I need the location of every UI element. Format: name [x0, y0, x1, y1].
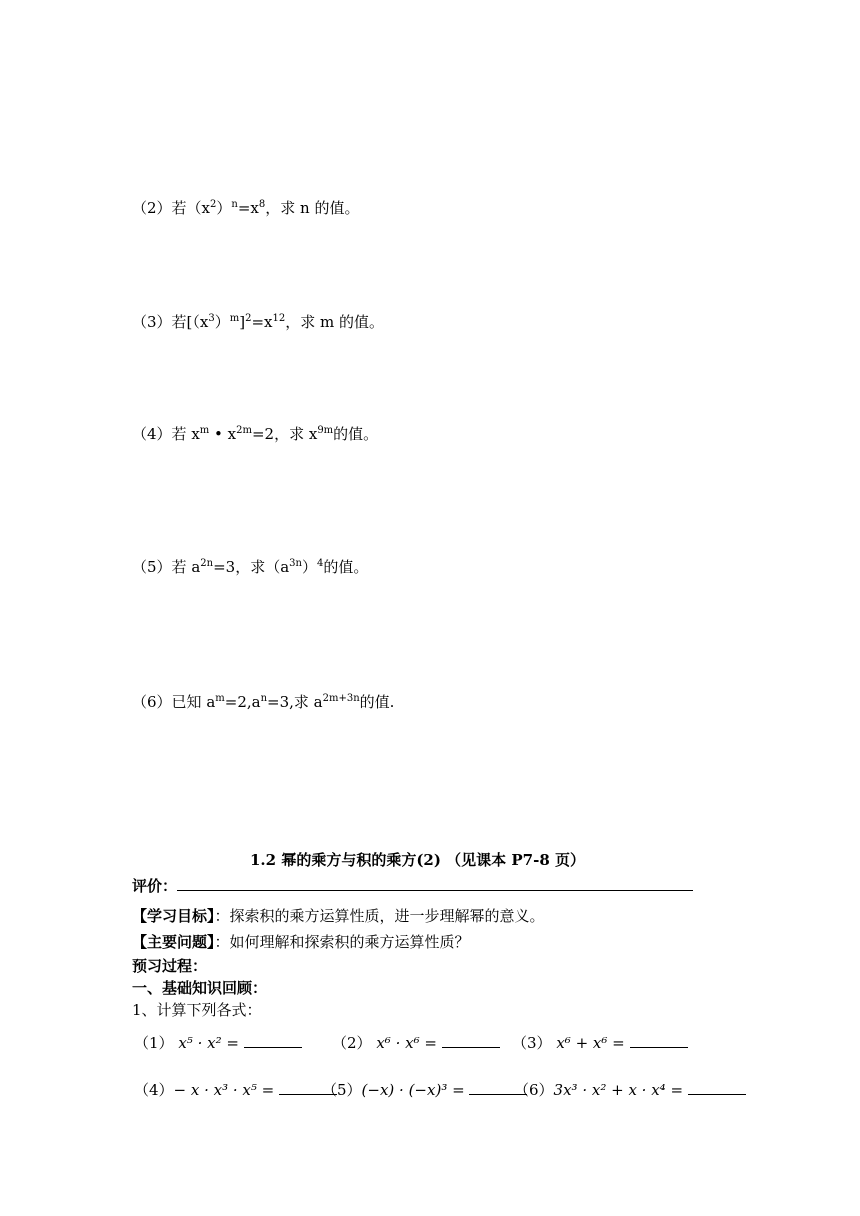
problem-text: =x: [251, 313, 273, 331]
exponent: m: [199, 425, 210, 436]
problem-text: ）: [214, 313, 230, 331]
problem-text: ，求 n 的值。: [265, 199, 360, 217]
exponent: 9m: [317, 425, 334, 436]
problem-number: （6）: [132, 693, 172, 711]
exercise-6: [514, 1080, 746, 1100]
exercise-number: （5）: [322, 1081, 362, 1099]
problem-text: =3，求（a: [213, 558, 290, 576]
problem-text: ]: [239, 313, 246, 331]
exercise-expression: 3x³ · x² + x · x⁴ =: [553, 1081, 684, 1099]
exponent: m: [229, 313, 240, 324]
exponent: 3: [208, 313, 215, 324]
problem-number: （4）: [132, 425, 172, 443]
problem-text: ，求 m 的值。: [285, 313, 384, 331]
exercise-5: [322, 1080, 527, 1100]
answer-blank[interactable]: [688, 1080, 746, 1095]
problem-text: 若（x: [171, 199, 211, 217]
problem-number: （2）: [132, 199, 172, 217]
exercise-number: （2）: [332, 1034, 372, 1052]
problem-6: [132, 692, 394, 712]
problem-number: （3）: [132, 313, 172, 331]
problem-text: 若 x: [171, 425, 200, 443]
answer-blank[interactable]: [244, 1033, 302, 1048]
problem-text: =2，求 x: [251, 425, 318, 443]
exponent: 12: [272, 313, 286, 324]
goal-text: ：探索积的乘方运算性质，进一步理解幂的意义。: [214, 907, 545, 925]
learning-goal: [132, 906, 545, 926]
exercise-expression: − x · x³ · x⁵ =: [173, 1081, 275, 1099]
exercise-number: （3）: [512, 1034, 552, 1052]
problem-3: [132, 312, 384, 332]
exponent: 2m: [236, 425, 252, 436]
problem-text: =3,求 a: [267, 693, 323, 711]
exercise-expression: x⁵ · x² =: [178, 1034, 239, 1052]
problem-number: （5）: [132, 558, 172, 576]
preview-heading: 预习过程：: [132, 957, 208, 975]
answer-blank[interactable]: [442, 1033, 500, 1048]
exercise-3: [512, 1033, 688, 1053]
problem-text: • x: [209, 425, 237, 443]
exercise-4: [134, 1080, 337, 1100]
exercise-expression: x⁶ · x⁶ =: [376, 1034, 437, 1052]
exponent: m: [215, 693, 225, 704]
exercise-number: （6）: [514, 1081, 554, 1099]
problem-text: 若[（x: [171, 313, 209, 331]
answer-blank[interactable]: [630, 1033, 688, 1048]
problem-2: [132, 198, 359, 218]
problem-4: [132, 424, 378, 444]
exercise-number: （1）: [134, 1034, 174, 1052]
section-title: 1.2 幂的乘方与积的乘方(2) （见课本 P7-8 页）: [250, 851, 585, 869]
problem-text: 若 a: [171, 558, 201, 576]
exponent: 3n: [289, 558, 302, 569]
exponent: n: [260, 693, 268, 704]
exercise-2: [332, 1033, 500, 1053]
problem-5: [132, 557, 368, 577]
exercise-1: [134, 1033, 302, 1053]
exercise-expression: x⁶ + x⁶ =: [556, 1034, 625, 1052]
problem-text: =2,a: [224, 693, 261, 711]
problem-text: 已知 a: [171, 693, 216, 711]
exponent: 8: [258, 199, 266, 210]
task-instruction: 1、计算下列各式：: [132, 1001, 262, 1019]
exponent: n: [231, 199, 238, 210]
evaluation-row: [132, 876, 693, 896]
problem-text: 的值.: [359, 693, 395, 711]
problem-text: 的值。: [323, 558, 369, 576]
exponent: 4: [316, 558, 324, 569]
exponent: 2: [210, 199, 217, 210]
review-heading: 一、基础知识回顾：: [132, 979, 268, 997]
main-question: [132, 932, 470, 952]
problem-text: ）: [301, 558, 317, 576]
exponent: 2: [245, 313, 252, 324]
question-text: ：如何理解和探索积的乘方运算性质？: [214, 933, 470, 951]
goal-label: 【学习目标】: [132, 907, 215, 925]
evaluation-label: 评价：: [132, 877, 178, 895]
exponent: 2m+3n: [322, 693, 360, 704]
question-label: 【主要问题】: [132, 933, 215, 951]
evaluation-blank[interactable]: [177, 876, 693, 891]
problem-text: 的值。: [333, 425, 379, 443]
problem-text: ）: [216, 199, 232, 217]
exercise-number: （4）: [134, 1081, 174, 1099]
problem-text: =x: [237, 199, 259, 217]
exponent: 2n: [200, 558, 214, 569]
exercise-expression: (−x) · (−x)³ =: [361, 1081, 465, 1099]
